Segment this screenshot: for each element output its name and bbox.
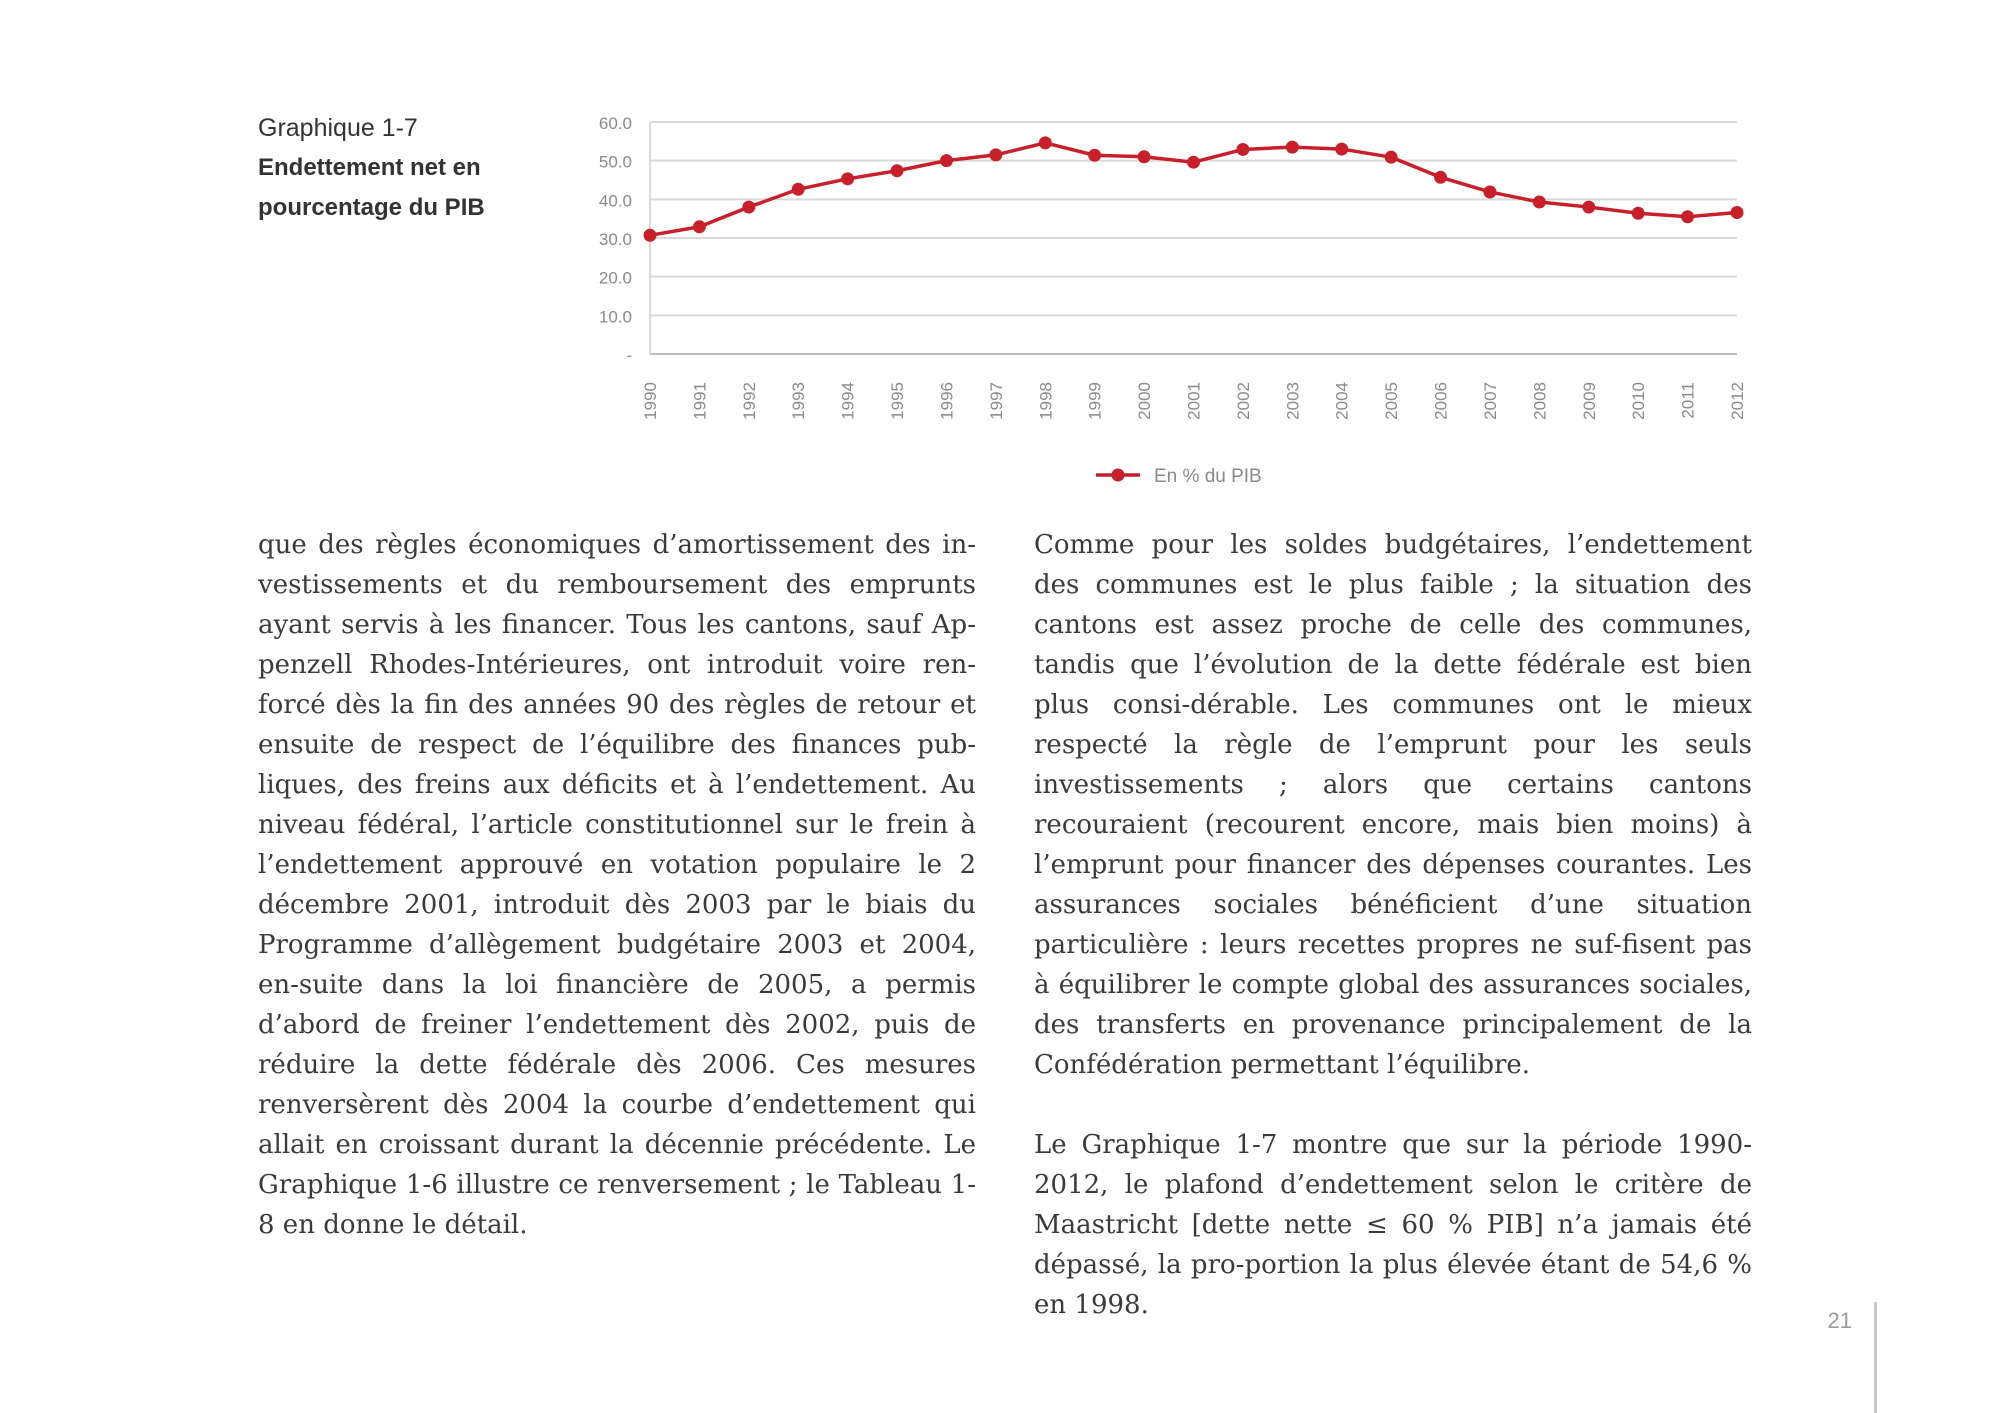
data-point: [1582, 201, 1595, 214]
x-tick-label: 2004: [1332, 382, 1352, 420]
data-point: [693, 220, 706, 233]
y-tick-label: 40.0: [598, 191, 632, 211]
data-point: [1039, 136, 1052, 149]
x-tick-label: 1997: [986, 382, 1006, 420]
data-point: [1533, 196, 1546, 209]
data-point: [989, 148, 1002, 161]
body-column-left: [258, 525, 976, 1245]
figure-caption: [258, 108, 508, 228]
y-tick-label: 30.0: [598, 230, 632, 249]
y-tick-label: 60.0: [598, 114, 632, 133]
x-tick-label: 2006: [1431, 382, 1451, 420]
body-column-right: [1034, 525, 1752, 1325]
data-point: [1434, 171, 1447, 184]
x-tick-label: 1990: [641, 382, 660, 420]
page-number: 21: [1827, 1308, 1852, 1333]
page-margin-rule: [1874, 1302, 1877, 1413]
x-tick-label: 2002: [1233, 382, 1253, 420]
x-tick-label: 2011: [1678, 382, 1698, 419]
data-point: [891, 164, 904, 177]
x-tick-label: 1998: [1036, 381, 1056, 420]
y-tick-label: 50.0: [598, 152, 632, 172]
data-point: [792, 183, 805, 196]
data-point: [644, 229, 657, 242]
x-tick-label: 2010: [1629, 382, 1649, 420]
x-tick-label: 2001: [1184, 382, 1204, 420]
data-point: [841, 172, 854, 185]
data-point: [1138, 150, 1151, 163]
data-point: [1236, 143, 1249, 156]
body-paragraph: que des règles économiques d’amortissement des in-vestissements et du remboursement des emprunts ayant servis à les financer. Tous les cantons, sauf Ap-penzell Rhodes-Intérieures, ont introduit voire ren-forcé dès la fin des années 90 des règles de retour et ensuite de respect de l’équilibre des finances pub-liques, des freins aux déficits et à l’endettement. Au niveau fédéral, l’article constitutionnel sur le frein à l’endettement approuvé en votation populaire le 2 décembre 2001, introduit dès 2003 par le biais du Programme d’allègement budgétaire 2003 et 2004, en-suite dans la loi financière de 2005, a permis d’abord de freiner l’endettement dès 2002, puis de réduire la dette fédérale dès 2006. Ces mesures renversèrent dès 2004 la courbe d’endettement qui allait en croissant durant la décennie précédente. Le Graphique 1-6 illustre ce renversement ; le Tableau 1-8 en donne le détail.: [258, 530, 976, 1240]
data-point: [1335, 143, 1348, 156]
x-tick-label: 2007: [1480, 382, 1500, 420]
x-tick-label: 1991: [690, 382, 710, 420]
x-tick-label: 2005: [1382, 382, 1402, 420]
data-point: [940, 154, 953, 167]
x-tick-label: 2008: [1530, 382, 1550, 420]
body-paragraph: Le Graphique 1-7 montre que sur la période 1990-2012, le plafond d’endettement selon le critère de Maastricht [dette nette ≤ 60 % PIB] n’a jamais été dépassé, la pro-portion la plus élevée étant de 54,6 % en 1998.: [1034, 1130, 1752, 1320]
data-point: [1731, 206, 1744, 219]
data-point: [1483, 185, 1496, 198]
data-point: [742, 201, 755, 214]
y-tick-label: 10.0: [598, 307, 632, 327]
x-tick-label: 2000: [1135, 382, 1155, 420]
data-point: [1286, 141, 1299, 154]
x-tick-label: 1994: [838, 382, 858, 420]
chart-legend: [1096, 466, 1262, 487]
legend-marker: [1112, 469, 1125, 482]
legend-label: En % du PIB: [1154, 466, 1262, 487]
y-tick-label: -: [626, 346, 632, 365]
chart-series: [644, 136, 1744, 241]
figure-label: Graphique 1-7: [258, 114, 418, 142]
x-tick-label: 1992: [739, 382, 759, 420]
x-tick-label: 2012: [1728, 382, 1747, 420]
data-point: [1681, 210, 1694, 223]
x-tick-label: 2009: [1579, 382, 1599, 420]
data-point: [1088, 149, 1101, 162]
figure-title: Endettement net en pourcentage du PIB: [258, 154, 485, 221]
x-tick-label: 1995: [888, 382, 908, 420]
debt-line-chart: [560, 100, 1760, 500]
data-point: [1632, 207, 1645, 220]
y-tick-label: 20.0: [598, 268, 632, 288]
body-paragraph: Comme pour les soldes budgétaires, l’endettement des communes est le plus faible ; la situation des cantons est assez proche de celle des communes, tandis que l’évolution de la dette fédérale est bien plus consi-dérable. Les communes ont le mieux respecté la règle de l’emprunt pour les seuls investissements ; alors que certains cantons recouraient (recourent encore, mais bien moins) à l’emprunt pour financer des dépenses courantes. Les assurances sociales bénéficient d’une situation particulière : leurs recettes propres ne suf-fisent pas à équilibrer le compte global des assurances sociales, des transferts en provenance principalement de la Confédération permettant l’équilibre.: [1034, 530, 1752, 1080]
x-tick-label: 1993: [789, 382, 809, 420]
data-point: [1385, 151, 1398, 164]
data-point: [1187, 156, 1200, 169]
x-tick-label: 1999: [1085, 382, 1105, 420]
x-tick-label: 1996: [937, 382, 957, 420]
x-tick-label: 2003: [1283, 382, 1303, 420]
